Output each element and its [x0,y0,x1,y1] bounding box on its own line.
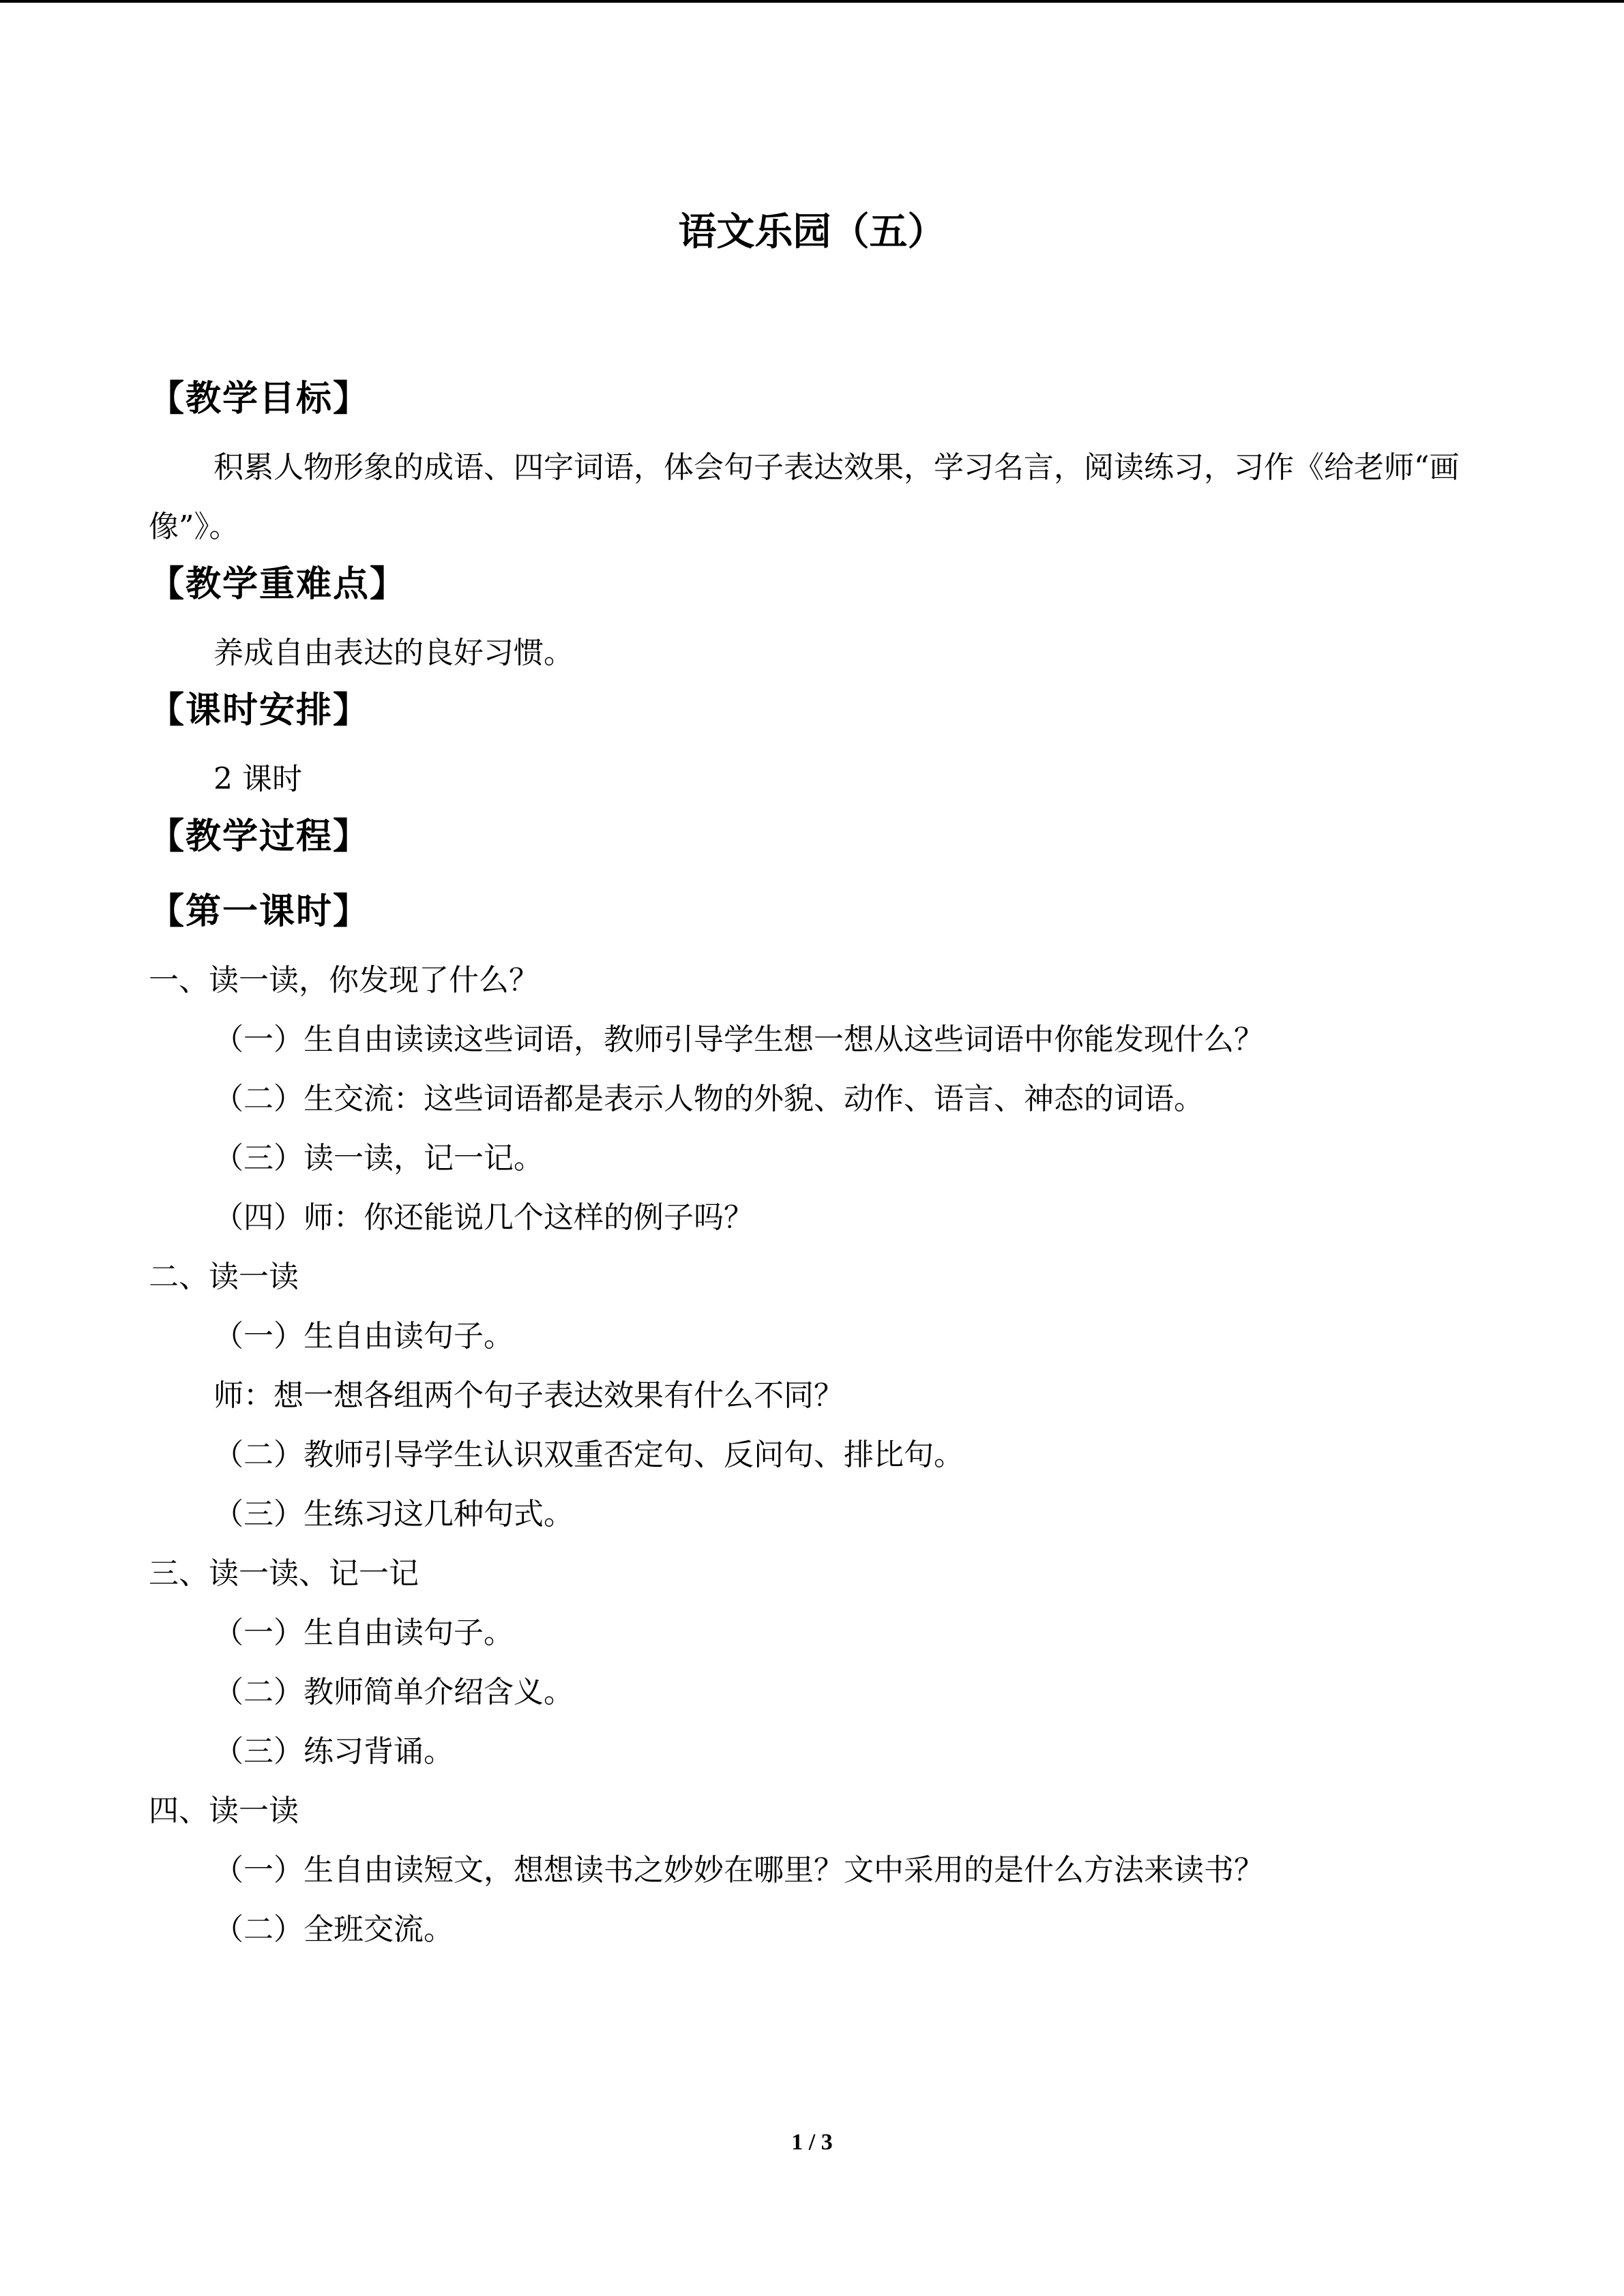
step-item: （一）生自由读句子。 [213,1615,514,1650]
step-item: （二）教师引导学生认识双重否定句、反问句、排比句。 [213,1437,964,1472]
step-item: （一）生自由读读这些词语，教师引导学生想一想从这些词语中你能发现什么？ [213,1022,1264,1057]
document-page [149,205,1475,1959]
step-title: 四、读一读 [149,1793,299,1828]
step-item: （三）生练习这几种句式。 [213,1497,574,1532]
step-item: （二）生交流：这些词语都是表示人物的外貌、动作、语言、神态的词语。 [213,1082,1204,1116]
teaching-goals-text: 积累人物形象的成语、四字词语，体会句子表达效果，学习名言，阅读练习，习作《给老师“画像”》。 [149,450,1460,544]
step-title: 二、读一读 [149,1259,299,1294]
step-item: （一）生自由读句子。 [213,1319,514,1354]
heading-teaching-process: 【教学过程】 [149,816,370,857]
heading-class-hours: 【课时安排】 [149,689,370,731]
step-item: （四）师：你还能说几个这样的例子吗？ [213,1200,754,1235]
step-item: （二）全班交流。 [213,1912,454,1947]
step-item: （二）教师简单介绍含义。 [213,1675,574,1710]
key-points-text: 养成自由表达的良好习惯。 [213,636,574,670]
heading-teaching-goals: 【教学目标】 [149,378,370,419]
page-number: 1 / 3 [791,2130,833,2155]
step-title: 一、读一读，你发现了什么？ [149,963,539,998]
step-item: （三）练习背诵。 [213,1734,454,1769]
document-title: 语文乐园（五） [678,209,946,254]
step-item: （三）读一读，记一记。 [213,1141,544,1176]
class-hours-text: 2 课时 [213,762,302,796]
step-item: （一）生自由读短文，想想读书之妙妙在哪里？文中采用的是什么方法来读书？ [213,1853,1264,1888]
step-title: 三、读一读、记一记 [149,1556,419,1591]
heading-first-lesson: 【第一课时】 [149,891,370,932]
top-border-line [0,0,1624,3]
step-item: 师：想一想各组两个句子表达效果有什么不同？ [213,1378,844,1413]
heading-key-points: 【教学重难点】 [149,563,407,605]
step-list [149,951,1475,1959]
